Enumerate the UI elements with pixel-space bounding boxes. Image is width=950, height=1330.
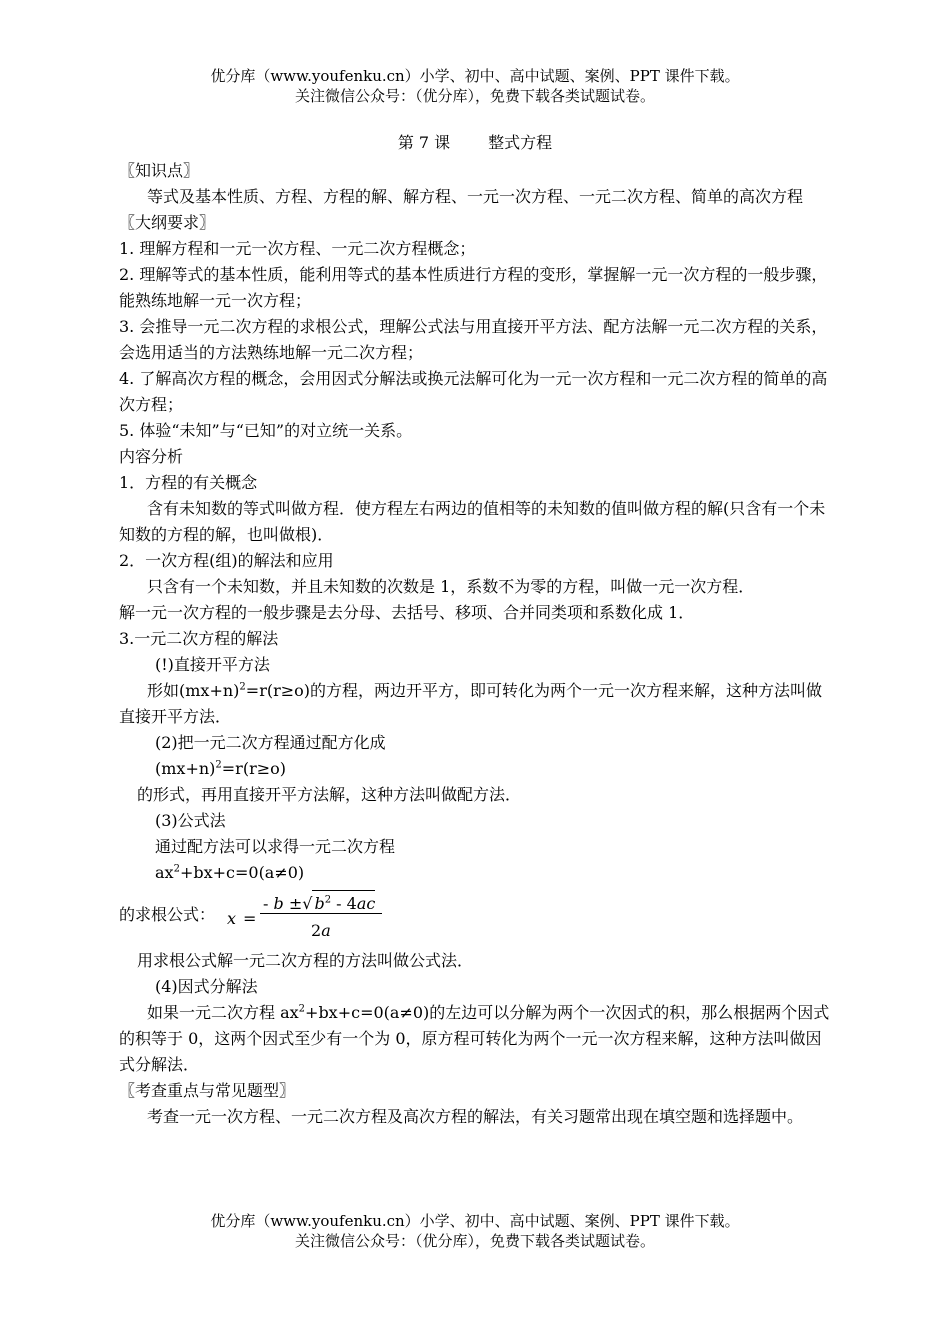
method-heading: (4)因式分解法 <box>155 977 258 996</box>
radicand-rest: - 4 <box>331 894 357 913</box>
text-part: +bx+c=0(a≠0)的左边可以分解为两个一次因式的积，那么根据两个因式的积等于 0，这两个因式至少有一个为 0，原方程可转化为两个一元一次方程来解，这种方法叫做因式分解法． <box>119 1003 830 1074</box>
formula-equals: = <box>243 909 257 928</box>
syllabus-item: 4. 了解高次方程的概念，会用因式分解法或换元法解可化为一元一次方程和一元二次方程的简单的高次方程； <box>119 369 828 414</box>
knowledge-text: 等式及基本性质、方程、方程的解、解方程、一元一次方程、一元二次方程、简单的高次方程 <box>147 187 804 206</box>
formula-denominator <box>311 918 331 944</box>
equation-part: (mx+n) <box>155 759 216 778</box>
lesson-number: 第 7 课 <box>397 133 451 152</box>
footer-line-1: 优分库（www.youfenku.cn）小学、初中、高中试题、案例、PPT 课件下载。 <box>210 1212 740 1230</box>
analysis-heading: 内容分析 <box>119 447 184 466</box>
formula-label: 的求根公式： <box>119 905 216 924</box>
lesson-topic: 整式方程 <box>488 133 553 152</box>
syllabus-item: 1. 理解方程和一元一次方程、一元二次方程概念； <box>119 239 476 258</box>
superscript: 2 <box>215 759 222 771</box>
equation-part: =r(r≥o) <box>221 759 286 778</box>
plus-minus: ± <box>283 894 303 913</box>
equation-line <box>119 756 831 782</box>
quadratic-formula-row <box>119 886 831 948</box>
section-text: 只含有一个未知数，并且未知数的次数是 1，系数不为零的方程，叫做一元一次方程． <box>147 577 755 596</box>
superscript: 2 <box>173 863 180 875</box>
exam-text: 考查一元一次方程、一元二次方程及高次方程的解法，有关习题常出现在填空题和选择题中。 <box>147 1107 804 1126</box>
exam-heading: 〖考查重点与常见题型〗 <box>119 1081 296 1100</box>
numerator-b: b <box>273 894 284 913</box>
superscript: 2 <box>298 1003 306 1015</box>
denominator-a: a <box>321 921 331 940</box>
equation-line <box>119 860 831 886</box>
equation-part: 形如(mx+n) <box>147 681 240 700</box>
method-heading: (!)直接开平方法 <box>155 655 270 674</box>
method-text: 通过配方法可以求得一元二次方程 <box>155 837 396 856</box>
formula-lhs: x <box>227 909 237 928</box>
lesson-title <box>0 132 950 154</box>
syllabus-heading: 〖大纲要求〗 <box>119 213 216 232</box>
header-line-1: 优分库（www.youfenku.cn）小学、初中、高中试题、案例、PPT 课件下载。 <box>210 67 740 85</box>
superscript: 2 <box>324 894 332 906</box>
syllabus-item: 2. 理解等式的基本性质，能利用等式的基本性质进行方程的变形，掌握解一元一次方程的一般步骤，能熟练地解一元一次方程； <box>119 265 828 310</box>
equation-part: ax <box>155 863 174 882</box>
method-text: 的形式，再用直接开平方法解，这种方法叫做配方法． <box>137 785 522 804</box>
section-text: 含有未知数的等式叫做方程．使方程左右两边的值相等的未知数的值叫做方程的解(只含有一个未知数的方程的解，也叫做根)． <box>119 499 826 544</box>
method-heading: (2)把一元二次方程通过配方化成 <box>155 733 386 752</box>
radicand-ac: ac <box>356 894 376 913</box>
method-heading: (3)公式法 <box>155 811 226 830</box>
equation-part: +bx+c=0(a≠0) <box>179 863 305 882</box>
section-heading: 3.一元二次方程的解法 <box>119 629 279 648</box>
method-text <box>119 678 831 730</box>
footer-line-2: 关注微信公众号：（优分库），免费下载各类试题试卷。 <box>294 1232 655 1250</box>
section-text: 解一元一次方程的一般步骤是去分母、去括号、移项、合并同类项和系数化成 1． <box>119 603 695 622</box>
text-part: =r(r≥o)的方程，两边开平方，即可转化为两个一元一次方程来解，这种方法叫做直接开平方法． <box>119 681 823 726</box>
page-footer <box>0 1211 950 1251</box>
page-header <box>0 66 950 106</box>
syllabus-item: 3. 会推导一元二次方程的求根公式，理解公式法与用直接开平方法、配方法解一元二次方程的关系，会选用适当的方法熟练地解一元二次方程； <box>119 317 828 362</box>
syllabus-item: 5. 体验“未知”与“已知”的对立统一关系。 <box>119 421 413 440</box>
knowledge-heading: 〖知识点〗 <box>119 161 200 180</box>
radicand-b: b <box>314 894 325 913</box>
method-text: 用求根公式解一元二次方程的方法叫做公式法． <box>137 951 474 970</box>
text-part: 如果一元二次方程 ax <box>147 1003 299 1022</box>
sqrt-sign-icon: √ <box>302 894 313 913</box>
method-text <box>119 1000 831 1078</box>
header-line-2: 关注微信公众号：（优分库），免费下载各类试题试卷。 <box>294 87 655 105</box>
document-body <box>119 158 831 1130</box>
section-heading: 1．方程的有关概念 <box>119 473 258 492</box>
numerator-minus: - <box>263 894 274 913</box>
superscript: 2 <box>239 681 246 693</box>
quadratic-formula <box>227 886 387 946</box>
fraction-bar <box>260 913 382 914</box>
denominator-2: 2 <box>311 921 322 940</box>
section-heading: 2．一次方程(组)的解法和应用 <box>119 551 334 570</box>
